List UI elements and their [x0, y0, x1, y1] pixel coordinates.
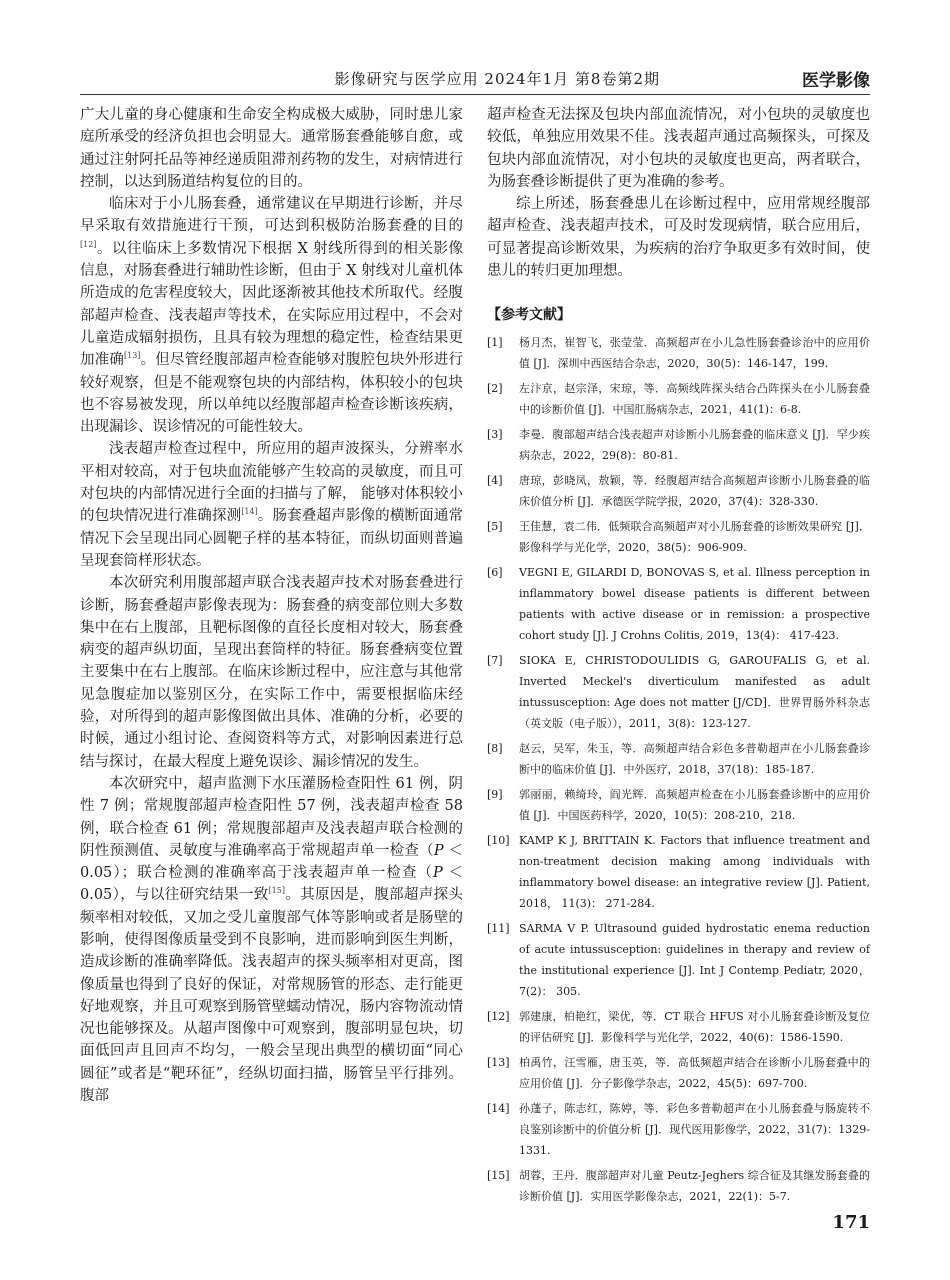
citation: [14]	[241, 507, 258, 517]
p-value-symbol: P	[433, 865, 443, 882]
reference-text: 郭建康，柏艳红，梁优，等．CT 联合 HFUS 对小儿肠套叠诊断及复位的评估研究 [J]．影像科学与光化学，2022，40(6)：1586-1590.	[519, 1010, 870, 1045]
section-title: 医学影像	[802, 71, 870, 91]
reference-item	[487, 516, 870, 558]
reference-number: [11]	[487, 922, 510, 936]
reference-item	[487, 650, 870, 734]
reference-number: [14]	[487, 1102, 510, 1116]
reference-item	[487, 470, 870, 512]
paragraph: 本次研究利用腹部超声联合浅表超声技术对肠套叠进行诊断，肠套叠超声影像表现为：肠套叠的病变部位则大多数集中在右上腹部，且靶标图像的直径长度相对较大，肠套叠病变的超声纵切面，呈现出套筒样的特征。肠套叠病变位置主要集中在右上腹部。在临床诊断过程中，应注意与其他常见急腹症加以鉴别区分，在实际工作中，需要根据临床经验，对所得到的超声影像图做出具体、准确的分析，必要的时候，通过小组讨论、查阅资料等方式，对影响因素进行总结与探讨，在最大程度上避免误诊、漏诊情况的发生。	[80, 575, 463, 770]
paragraph: 临床对于小儿肠套叠，通常建议在早期进行诊断，并尽早采取有效措施进行干预，可达到积极防治肠套叠的目的[12]。以往临床上多数情况下根据 X 射线所得到的相关影像信息，对肠套叠进行辅助性诊断，但由于 X 射线对儿童机体所造成的危害程度较大，因此逐渐被其他技术所取代。经腹部超声检查、浅表超声等技术，在实际应用过程中，不会对儿童造成辐射损伤，且具有较为理想的稳定性，检查结果更加准确[13]。但尽管经腹部超声检查能够对腹腔包块外形进行较好观察，但是不能观察包块的内部结构，体积较小的包块也不容易被发现，所以单纯以经腹部超声检查诊断该疾病，出现漏诊、误诊情况的可能性较大。	[80, 196, 464, 436]
reference-text: 王佳慧，袁二伟．低频联合高频超声对小儿肠套叠的诊断效果研究 [J]．影像科学与光化学，2020，38(5)：906-909.	[519, 520, 870, 555]
reference-item	[487, 562, 870, 646]
reference-number: [8]	[487, 742, 503, 756]
reference-number: [4]	[487, 474, 503, 488]
reference-number: [2]	[487, 382, 503, 396]
citation: [15]	[268, 886, 285, 896]
citation: [12]	[80, 239, 97, 249]
reference-item	[487, 1098, 870, 1161]
reference-text: 孙蓬子，陈志红，陈婷，等．彩色多普勒超声在小儿肠套叠与肠旋转不良鉴别诊断中的价值分析 [J]．现代医用影像学，2022，31(7)：1329-1331.	[519, 1102, 870, 1158]
reference-number: [15]	[487, 1169, 510, 1183]
journal-info: 影像研究与医学应用 2024年1月 第8卷第2期	[334, 70, 660, 88]
citation: [13]	[124, 351, 141, 361]
reference-item	[487, 784, 870, 826]
reference-number: [12]	[487, 1010, 510, 1024]
reference-number: [10]	[487, 834, 510, 848]
reference-item	[487, 424, 870, 466]
page-number: 171	[832, 1212, 870, 1233]
reference-text: 赵云，吴军，朱玉，等．高频超声结合彩色多普勒超声在小儿肠套叠诊断中的临床价值 [J]．中外医疗，2018，37(18)：185-187.	[519, 742, 870, 777]
reference-item	[487, 738, 870, 780]
reference-text: KAMP K J, BRITTAIN K. Factors that influence treatment and non-treatment decision making among individuals with inflammatory bowel disease: an integrative review [J]. Patient, 2018， 11(3)： 271-284.	[519, 834, 870, 911]
paragraph: 超声检查无法探及包块内部血流情况，对小包块的灵敏度也较低，单独应用效果不佳。浅表超声通过高频探头，可探及包块内部血流情况，对小包块的灵敏度也更高，两者联合，为肠套叠诊断提供了更为准确的参考。	[487, 107, 870, 190]
reference-item	[487, 378, 870, 420]
reference-text: 郭丽丽，赖绮玲，阎光辉．高频超声检查在小儿肠套叠诊断中的应用价值 [J]．中国医药科学，2020，10(5)：208-210，218.	[519, 788, 870, 823]
reference-number: [3]	[487, 428, 503, 442]
reference-text: 李曼．腹部超声结合浅表超声对诊断小儿肠套叠的临床意义 [J]．罕少疾病杂志，2022，29(8)：80-81.	[519, 428, 870, 463]
page-header	[80, 64, 870, 95]
reference-text: VEGNI E, GILARDI D, BONOVAS S, et al. Illness perception in inflammatory bowel disease patients is different between patients with active disease or in remission: a prospective cohort study [J]. J Crohns Colitis, 2019，13(4)： 417-423.	[519, 566, 870, 643]
reference-number: [1]	[487, 336, 503, 350]
paragraph: 本次研究中，超声监测下水压灌肠检查阳性 61 例，阴性 7 例；常规腹部超声检查阳性 57 例，浅表超声检查 58 例，联合检查 61 例；常规腹部超声及浅表超声联合检测的阴性预测值、灵敏度与准确率高于常规超声单一检查（P ＜ 0.05）；联合检测的准确率高于浅表超声单一检查（P ＜ 0.05），与以往研究结果一致[15]。其原因是，腹部超声探头频率相对较低，又加之受儿童腹部气体等影响或者是肠壁的影响，使得图像质量受到不良影响，进而影响到医生判断，造成诊断的准确率降低。浅表超声的探头频率相对更高，图像质量也得到了良好的保证，对常规肠管的形态、走行能更好地观察，并且可观察到肠管壁蠕动情况，肠内容物流动情况也能够探及。从超声图像中可观察到，腹部明显包块，切面低回声且回声不均匀，一般会呈现出典型的横切面“同心圆征”或者是“靶环征”，经纵切面扫描，肠管呈平行排列。腹部	[80, 775, 464, 1105]
reference-text: 唐琼，彭晓凤，敖颖，等．经腹超声结合高频超声诊断小儿肠套叠的临床价值分析 [J]．承德医学院学报，2020，37(4)：328-330.	[519, 474, 870, 509]
reference-number: [6]	[487, 566, 503, 580]
paragraph: 浅表超声检查过程中，所应用的超声波探头，分辨率水平相对较高，对于包块血流能够产生较高的灵敏度，而且可对包块的内部情况进行全面的扫描与了解， 能够对体积较小的包块情况进行准确探测[14]。肠套叠超声影像的横断面通常情况下会呈现出同心圆靶子样的基本特征，而纵切面则普遍呈现套筒样形状态。	[80, 441, 464, 569]
paragraph: 广大儿童的身心健康和生命安全构成极大威胁，同时患儿家庭所承受的经济负担也会明显大。通常肠套叠能够自愈，或通过注射阿托品等神经递质阻滞剂药物的发生，对病情进行控制，以达到肠道结构复位的目的。	[80, 107, 463, 190]
reference-list	[487, 332, 870, 1207]
reference-number: [5]	[487, 520, 503, 534]
reference-item	[487, 1006, 870, 1048]
reference-item	[487, 1052, 870, 1094]
reference-text: 柏禹竹，汪雪雁，唐玉英，等．高低频超声结合在诊断小儿肠套叠中的应用价值 [J]．分子影像学杂志，2022，45(5)：697-700.	[519, 1056, 870, 1091]
reference-text: SIOKA E, CHRISTODOULIDIS G, GAROUFALIS G, et al. Inverted Meckel's diverticulum manifested as adult intussusception: Age does not matter [J/CD]．世界胃肠外科杂志（英文版（电子版）），2011，3(8)：123-127.	[519, 654, 870, 731]
reference-number: [13]	[487, 1056, 510, 1070]
right-column	[487, 104, 870, 1211]
reference-text: 左汴京，赵宗泽，宋琼，等．高频线阵探头结合凸阵探头在小儿肠套叠中的诊断价值 [J]．中国肛肠病杂志，2021，41(1)：6-8.	[519, 382, 870, 417]
reference-text: SARMA V P. Ultrasound guided hydrostatic enema reduction of acute intussusception: guidelines in therapy and review of the institutional experience [J]. Int J Contemp Pediatr, 2020，7(2)： 305.	[519, 922, 870, 999]
reference-item	[487, 1165, 870, 1207]
references-heading: 【参考文献】	[487, 307, 571, 324]
reference-number: [9]	[487, 788, 503, 802]
left-column	[80, 104, 463, 1107]
paragraph: 综上所述，肠套叠患儿在诊断过程中，应用常规经腹部超声检查、浅表超声技术，可及时发现病情，联合应用后，可显著提高诊断效果，为疾病的治疗争取更多有效时间，使患儿的转归更加理想。	[487, 196, 870, 280]
reference-number: [7]	[487, 654, 503, 668]
reference-item	[487, 332, 870, 374]
reference-item	[487, 918, 870, 1002]
reference-text: 胡蓉，王丹．腹部超声对儿童 Peutz-Jeghers 综合征及其继发肠套叠的诊断价值 [J]．实用医学影像杂志，2021，22(1)：5-7.	[519, 1169, 870, 1204]
p-value-symbol: P	[433, 842, 444, 859]
reference-text: 杨月杰，崔智飞，张莹莹．高频超声在小儿急性肠套叠诊治中的应用价值 [J]．深圳中西医结合杂志，2020，30(5)：146-147，199.	[519, 336, 870, 371]
reference-item	[487, 830, 870, 914]
